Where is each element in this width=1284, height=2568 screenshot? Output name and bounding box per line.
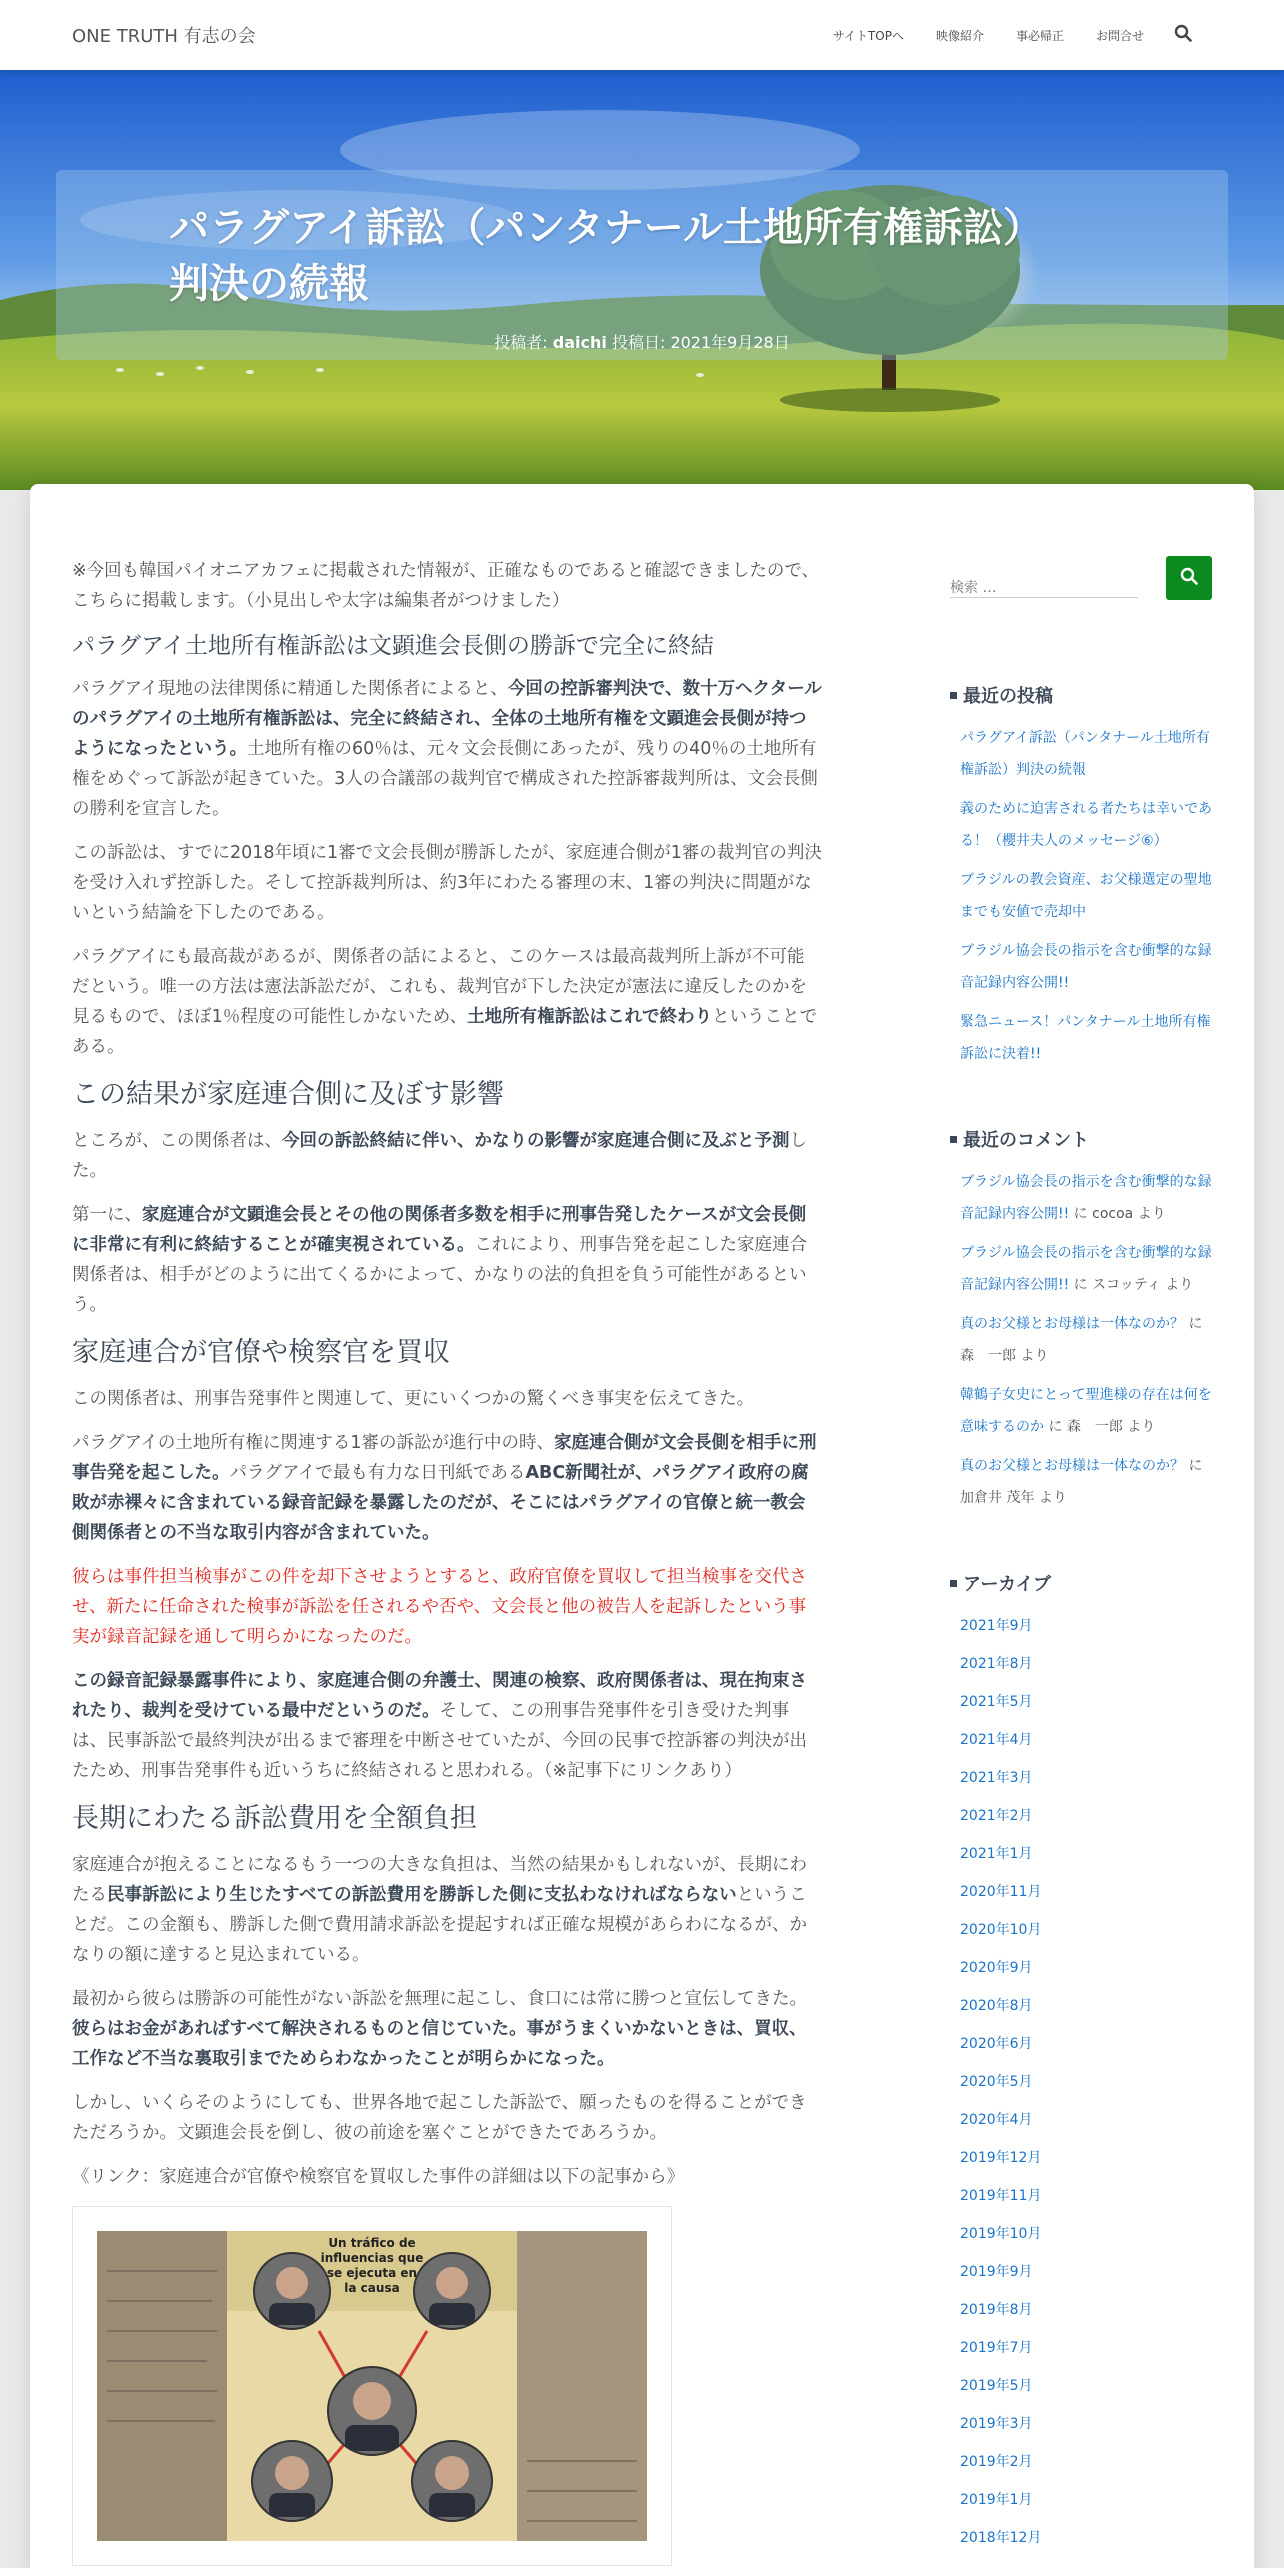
intro-note: ※今回も韓国パイオニアカフェに掲載された情報が、正確なものであると確認できましたので、こちらに掲載します。（小見出しや太字は編集者がつけました）	[72, 561, 820, 611]
paragraph: 家庭連合が抱えることになるもう一つの大きな負担は、当然の結果かもしれないが、長期にわたる民事訴訟により生じたすべての訴訟費用を勝訴した側に支払わなければならないということだ。この金額も、勝訴した側で費用請求訴訟を提起すれば正確な規模があらわになるが、かなりの額に達すると見込まれている。	[72, 1855, 807, 1965]
archive-month-link[interactable]: 2019年3月	[960, 2416, 1033, 2432]
search-input[interactable]	[950, 568, 1138, 598]
archive-month-link[interactable]: 2020年8月	[960, 1998, 1033, 2014]
search-icon[interactable]	[1174, 24, 1196, 46]
archive-month-link[interactable]: 2021年8月	[960, 1656, 1033, 1672]
main-menu	[801, 0, 1144, 70]
archive-month-link[interactable]: 2019年10月	[960, 2226, 1042, 2242]
paragraph: パラグアイの土地所有権に関連する1審の訴訟が進行中の時、家庭連合側が文会長側を相手に刑事告発を起こした。パラグアイで最も有力な日刊紙であるABC新聞社が、パラグアイ政府の腐敗が赤裸々に含まれている録音記録を暴露したのだが、そこにはパラグアイの官僚と統一教会側関係者との不当な取引内容が含まれていた。	[72, 1433, 817, 1543]
comment-post-link[interactable]: 真のお父様とお母様は一体なのか？	[960, 1458, 1184, 1474]
recent-comment: ブラジル協会長の指示を含む衝撃的な録音記録内容公開!! に cocoa より	[960, 1174, 1212, 1222]
linked-article-card[interactable]	[72, 2206, 672, 2566]
archive-month-link[interactable]: 2019年7月	[960, 2340, 1033, 2356]
recent-post-link[interactable]: ブラジルの教会資産、お父様選定の聖地までも安値で売却中	[960, 872, 1212, 920]
archive-month-link[interactable]: 2020年4月	[960, 2112, 1033, 2128]
post-title-line-2: 判決の続報	[169, 261, 369, 307]
archive-month-link[interactable]: 2020年10月	[960, 1922, 1042, 1938]
widget-recent-comments	[950, 1126, 1212, 1514]
recent-post-link[interactable]: 緊急ニュース！パンタナール土地所有権訴訟に決着!!	[960, 1014, 1211, 1062]
site-title[interactable]: ONE TRUTH 有志の会	[72, 26, 256, 47]
recent-comment: 真のお父様とお母様は一体なのか？ に 森 一郎 より	[960, 1316, 1203, 1364]
meta-author-prefix: 投稿者:	[494, 333, 553, 352]
post-title-line-1: パラグアイ訴訟（パンタナール土地所有権訴訟）	[169, 205, 1043, 251]
comment-post-link[interactable]: ブラジル協会長の指示を含む衝撃的な録音記録内容公開!!	[960, 1174, 1212, 1222]
recent-posts-list	[950, 722, 1212, 1070]
sidebar	[950, 556, 1212, 2560]
hero-banner	[0, 70, 1284, 490]
archive-month-link[interactable]: 2018年12月	[960, 2530, 1042, 2546]
paragraph: パラグアイ現地の法律関係に精通した関係者によると、今回の控訴審判決で、数十万ヘクタールのパラグアイの土地所有権訴訟は、完全に終結され、全体の土地所有権を文顕進会長側が持つようになったという。土地所有権の60％は、元々文会長側にあったが、残りの40％の土地所有権をめぐって訴訟が起きていた。3人の合議部の裁判官で構成された控訴審裁判所は、文会長側の勝利を宣言した。	[72, 679, 822, 819]
archive-month-link[interactable]: 2021年5月	[960, 1694, 1033, 1710]
archive-month-link[interactable]: 2019年12月	[960, 2150, 1042, 2166]
widget-title: アーカイブ	[950, 1570, 1212, 1596]
recent-post-link[interactable]: ブラジル協会長の指示を含む衝撃的な録音記録内容公開!!	[960, 943, 1212, 991]
comment-post-link[interactable]: 真のお父様とお母様は一体なのか？	[960, 1316, 1184, 1332]
widget-recent-posts	[950, 682, 1212, 1070]
recent-comments-list	[950, 1166, 1212, 1514]
paragraph: 最初から彼らは勝訴の可能性がない訴訟を無理に起こし、食口には常に勝つと宣伝してきた。彼らはお金があればすべて解決されるものと信じていた。事がうまくいかないときは、買収、工作など不当な裏取引までためらわなかったことが明らかになった。	[72, 1989, 807, 2069]
svg-text:se ejecuta en: se ejecuta en	[326, 2266, 418, 2280]
comment-post-link[interactable]: 韓鶴子女史にとって聖進様の存在は何を意味するのか	[960, 1387, 1212, 1435]
comment-author: cocoa	[1092, 1206, 1134, 1222]
comment-author: 森 一郎	[1066, 1419, 1123, 1435]
author-link[interactable]: daichi	[552, 333, 607, 352]
section-heading-4: 長期にわたる訴訟費用を全額負担	[72, 1803, 477, 1834]
comment-post-link[interactable]: ブラジル協会長の指示を含む衝撃的な録音記録内容公開!!	[960, 1245, 1212, 1293]
post-title	[169, 200, 1129, 312]
svg-text:influencias que: influencias que	[320, 2251, 424, 2265]
archive-month-link[interactable]: 2019年8月	[960, 2302, 1033, 2318]
archive-month-link[interactable]: 2020年6月	[960, 2036, 1033, 2052]
search-button[interactable]	[1166, 556, 1212, 600]
post-meta	[56, 330, 1228, 353]
svg-text:la causa: la causa	[344, 2281, 400, 2295]
archive-month-link[interactable]: 2021年4月	[960, 1732, 1033, 1748]
section-heading-1: パラグアイ土地所有権訴訟は文顕進会長側の勝訴で完全に終結	[72, 633, 714, 659]
archive-month-link[interactable]: 2021年3月	[960, 1770, 1033, 1786]
widget-archives	[950, 1570, 1212, 2554]
archive-list	[950, 1610, 1212, 2554]
archive-month-link[interactable]: 2019年5月	[960, 2378, 1033, 2394]
hero-title-panel	[56, 170, 1228, 360]
archive-month-link[interactable]: 2019年9月	[960, 2264, 1033, 2280]
widget-title: 最近の投稿	[950, 682, 1212, 708]
article-body	[72, 556, 822, 2566]
highlighted-paragraph: 彼らは事件担当検事がこの件を却下させようとすると、政府官僚を買収して担当検事を交代させ、新たに任命された検事が訴訟を任されるや否や、文会長と他の被告人を起訴したという事実が録音記録を通して明らかになったのだ。	[72, 1567, 807, 1647]
recent-comment: 真のお父様とお母様は一体なのか？ に 加倉井 茂年 より	[960, 1458, 1203, 1506]
paragraph: この訴訟は、すでに2018年頃に1審で文会長側が勝訴したが、家庭連合側が1審の裁判官の判決を受け入れず控訴した。そして控訴裁判所は、約3年にわたる審理の末、1審の判決に問題がないという結論を下したのである。	[72, 843, 822, 923]
paragraph: パラグアイにも最高裁があるが、関係者の話によると、このケースは最高裁判所上訴が不可能だという。唯一の方法は憲法訴訟だが、これも、裁判官が下した決定が憲法に違反したのかを見るもので、ほぼ1％程度の可能性しかないため、土地所有権訴訟はこれで終わりということである。	[72, 947, 818, 1057]
recent-comment: 韓鶴子女史にとって聖進様の存在は何を意味するのか に 森 一郎 より	[960, 1387, 1212, 1435]
recent-comment: ブラジル協会長の指示を含む衝撃的な録音記録内容公開!! に スコッティ より	[960, 1245, 1212, 1293]
svg-text:Un tráfico de: Un tráfico de	[328, 2236, 416, 2250]
archive-month-link[interactable]: 2021年1月	[960, 1846, 1033, 1862]
nav-item-jipilgwijeong[interactable]: 事必帰正	[1015, 28, 1064, 43]
comment-author: 加倉井 茂年	[960, 1490, 1035, 1506]
newspaper-photo[interactable]	[97, 2231, 647, 2541]
archive-month-link[interactable]: 2019年2月	[960, 2454, 1033, 2470]
archive-month-link[interactable]: 2020年5月	[960, 2074, 1033, 2090]
archive-month-link[interactable]: 2019年1月	[960, 2492, 1033, 2508]
archive-month-link[interactable]: 2020年11月	[960, 1884, 1042, 1900]
comment-author: 森 一郎	[960, 1348, 1016, 1364]
link-note: 《リンク：家庭連合が官僚や検察官を買収した事件の詳細は以下の記事から》	[72, 2167, 685, 2187]
search-icon	[1180, 567, 1198, 589]
meta-date: 投稿日: 2021年9月28日	[606, 333, 790, 352]
paragraph: この関係者は、刑事告発事件と関連して、更にいくつかの驚くべき事実を伝えてきた。	[72, 1389, 755, 1409]
nav-item-videos[interactable]: 映像紹介	[935, 28, 984, 43]
archive-month-link[interactable]: 2019年11月	[960, 2188, 1042, 2204]
section-heading-2: この結果が家庭連合側に及ぼす影響	[72, 1079, 504, 1110]
paragraph: 第一に、家庭連合が文顕進会長とその他の関係者多数を相手に刑事告発したケースが文会長側に非常に有利に終結することが確実視されている。これにより、刑事告発を起こした家庭連合関係者は、相手がどのように出てくるかによって、かなりの法的負担を負う可能性があるという。	[72, 1205, 807, 1315]
widget-title: 最近のコメント	[950, 1126, 1212, 1152]
section-heading-3: 家庭連合が官僚や検察官を買収	[72, 1337, 450, 1368]
archive-month-link[interactable]: 2021年2月	[960, 1808, 1033, 1824]
sidebar-search	[950, 556, 1212, 626]
nav-item-site-top[interactable]: サイトTOPへ	[832, 28, 904, 43]
comment-author: スコッティ	[1092, 1277, 1161, 1293]
paragraph: しかし、いくらそのようにしても、世界各地で起こした訴訟で、願ったものを得ることができただろうか。文顕進会長を倒し、彼の前途を塞ぐことができたであろうか。	[72, 2093, 807, 2143]
nav-item-contact[interactable]: お問合せ	[1095, 28, 1144, 43]
recent-post-link[interactable]: パラグアイ訴訟（パンタナール土地所有権訴訟）判決の続報	[960, 730, 1210, 778]
top-navbar	[0, 0, 1284, 70]
paragraph: この録音記録暴露事件により、家庭連合側の弁護士、関連の検察、政府関係者は、現在拘束されたり、裁判を受けている最中だというのだ。そして、この刑事告発事件を引き受けた判事は、民事訴訟で最終判決が出るまで審理を中断させていたが、今回の民事で控訴審の判決が出たため、刑事告発事件も近いうちに終結されると思われる。（※記事下にリンクあり）	[72, 1671, 807, 1781]
recent-post-link[interactable]: 義のために迫害される者たちは幸いである！（櫻井夫人のメッセージ⑥）	[960, 801, 1212, 849]
archive-month-link[interactable]: 2020年9月	[960, 1960, 1033, 1976]
archive-month-link[interactable]: 2021年9月	[960, 1618, 1033, 1634]
paragraph: ところが、この関係者は、今回の訴訟終結に伴い、かなりの影響が家庭連合側に及ぶと予測した。	[72, 1131, 807, 1181]
